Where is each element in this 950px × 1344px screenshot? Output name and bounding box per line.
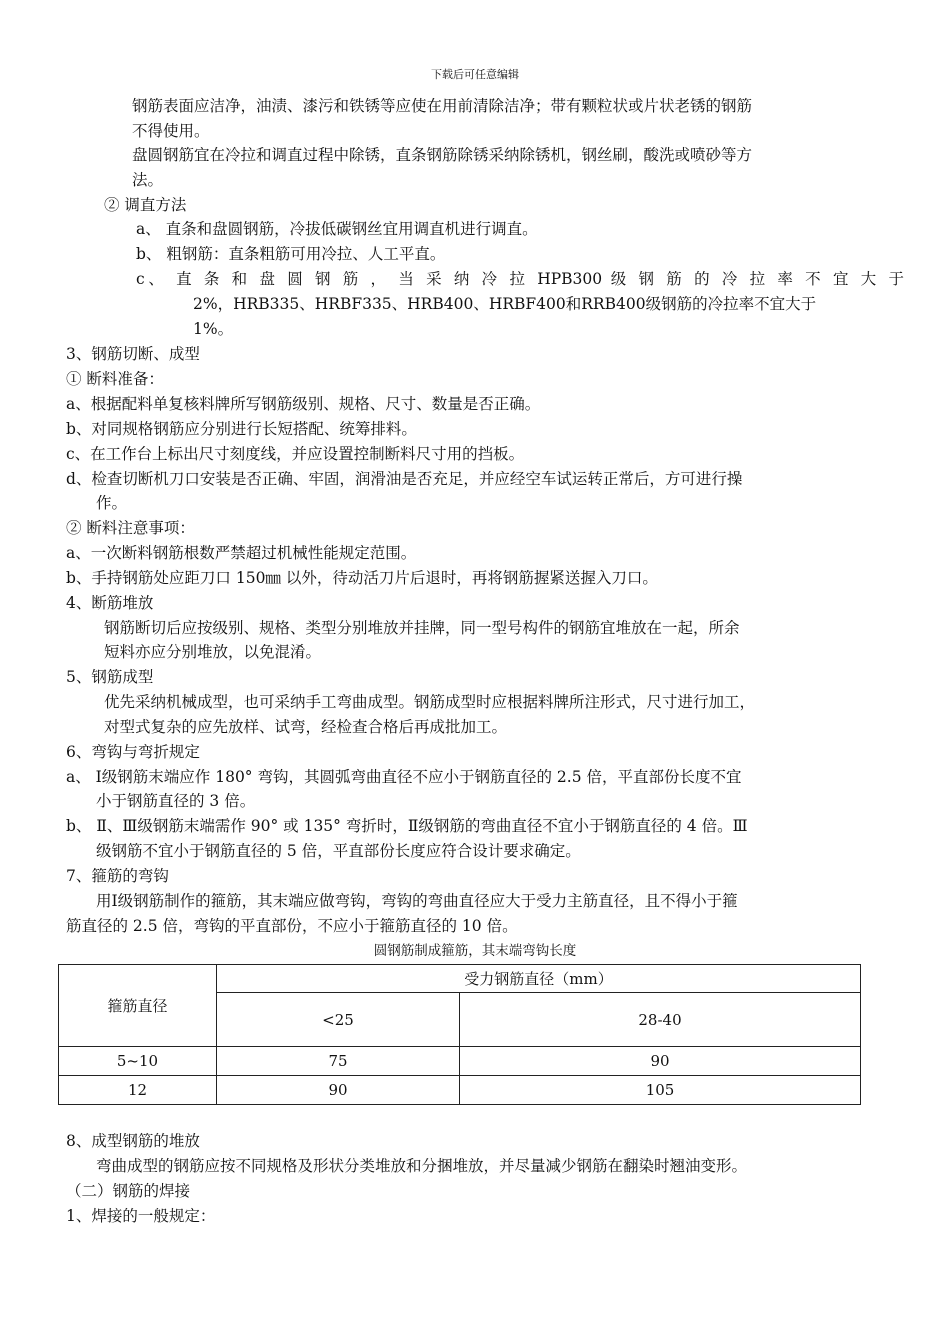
list-item: b、对同规格钢筋应分别进行长短搭配、统筹排料。 (66, 420, 417, 438)
table-cell: 105 (460, 1076, 861, 1105)
list-item: a、 Ⅰ级钢筋末端应作 180° 弯钩，其圆弧弯曲直径不应小于钢筋直径的 2.5 倍，平直部份长度不宜 (66, 768, 742, 786)
list-item-continued: 2%，HRB335、HRBF335、HRB400、HRBF400和RRB400级钢筋的冷拉率不宜大于 (193, 295, 817, 313)
section-heading: 8、成型钢筋的堆放 (66, 1132, 200, 1150)
paragraph-line: 用Ⅰ级钢筋制作的箍筋，其末端应做弯钩，弯钩的弯曲直径应大于受力主筋直径，且不得小于箍 (96, 892, 738, 910)
list-item: b、手持钢筋处应距刀口 150㎜ 以外，待动活刀片后退时，再将钢筋握紧送握入刀口。 (66, 569, 658, 587)
section-heading: 4、断筋堆放 (66, 594, 154, 612)
paragraph-line: 钢筋断切后应按级别、规格、类型分别堆放并挂牌，同一型号构件的钢筋宜堆放在一起，所余 (104, 619, 740, 637)
subsection-heading: ② 断料注意事项： (66, 519, 195, 537)
section-heading: 5、钢筋成型 (66, 668, 154, 686)
table-cell: 90 (460, 1047, 861, 1076)
list-item-continued: 1%。 (193, 320, 234, 338)
section-heading: 3、钢筋切断、成型 (66, 345, 200, 363)
section-heading: 6、弯钩与弯折规定 (66, 743, 200, 761)
paragraph-line: 不得使用。 (132, 122, 210, 140)
section-heading: 7、箍筋的弯钩 (66, 867, 169, 885)
section-heading: ② 调直方法 (104, 196, 187, 214)
table-cell: 75 (217, 1047, 460, 1076)
paragraph-line: 优先采纳机械成型，也可采纳手工弯曲成型。钢筋成型时应根据料牌所注形式，尺寸进行加工， (104, 693, 756, 711)
table-caption: 圆钢筋制成箍筋，其末端弯钩长度 (373, 943, 577, 959)
table-cell: 90 (217, 1076, 460, 1105)
list-item: b、 粗钢筋：直条粗筋可用冷拉、人工平直。 (136, 245, 446, 263)
table-cell-diameter: 12 (59, 1076, 217, 1105)
list-item-continued: 小于钢筋直径的 3 倍。 (96, 792, 256, 810)
list-item: a、根据配料单复核料牌所写钢筋级别、规格、尺寸、数量是否正确。 (66, 395, 541, 413)
list-item-continued: 级钢筋不宜小于钢筋直径的 5 倍，平直部份长度应符合设计要求确定。 (96, 842, 581, 860)
list-item: a、一次断料钢筋根数严禁超过机械性能规定范围。 (66, 544, 417, 562)
table-cell-diameter: 5~10 (59, 1047, 217, 1076)
paragraph-line: 盘圆钢筋宜在冷拉和调直过程中除锈，直条钢筋除锈采纳除锈机，钢丝刷，酸洗或喷砂等方 (132, 146, 753, 164)
list-item: d、检查切断机刀口安装是否正确、牢固，润滑油是否充足，并应经空车试运转正常后，方可进行操 (66, 470, 743, 488)
paragraph-line: 法。 (132, 171, 164, 189)
list-item-continued: 作。 (96, 494, 128, 512)
row-header-stirrup-diameter: 箍筋直径 (59, 965, 217, 1047)
group-header-bar-diameter: 受力钢筋直径（mm） (217, 965, 861, 993)
table-row (59, 1047, 861, 1076)
hook-length-table (58, 964, 861, 1105)
table-row (59, 1076, 861, 1105)
paragraph-line: 筋直径的 2.5 倍，弯钩的平直部份，不应小于箍筋直径的 10 倍。 (66, 917, 518, 935)
column-header-28-40: 28-40 (460, 993, 861, 1047)
list-item: c、在工作台上标出尺寸刻度线，并应设置控制断料尺寸用的挡板。 (66, 445, 525, 463)
page-header: 下载后可任意编辑 (431, 68, 519, 81)
paragraph-line: 短料亦应分别堆放，以免混淆。 (104, 643, 322, 661)
paragraph-line: 弯曲成型的钢筋应按不同规格及形状分类堆放和分捆堆放，并尽量减少钢筋在翻染时翘油变形。 (96, 1157, 748, 1175)
paragraph-line: 对型式复杂的应先放样、试弯，经检查合格后再成批加工。 (104, 718, 508, 736)
list-item: c、 直 条 和 盘 圆 钢 筋 ， 当 采 纳 冷 拉 HPB300 级 钢 筋 的 冷 拉 率 不 宜 大 于 (136, 270, 904, 288)
column-header-under-25: <25 (217, 993, 460, 1047)
section-heading: 1、焊接的一般规定： (66, 1207, 216, 1225)
list-item: a、 直条和盘圆钢筋，冷拔低碳钢丝宜用调直机进行调直。 (136, 220, 538, 238)
list-item: b、 Ⅱ、Ⅲ级钢筋末端需作 90° 或 135° 弯折时，Ⅱ级钢筋的弯曲直径不宜小于钢筋直径的 4 倍。Ⅲ (66, 817, 748, 835)
paragraph-line: 钢筋表面应洁净，油渍、漆污和铁锈等应使在用前清除洁净；带有颗粒状或片状老锈的钢筋 (132, 97, 753, 115)
subsection-heading: ① 断料准备： (66, 370, 164, 388)
chapter-heading: （二）钢筋的焊接 (66, 1182, 191, 1200)
